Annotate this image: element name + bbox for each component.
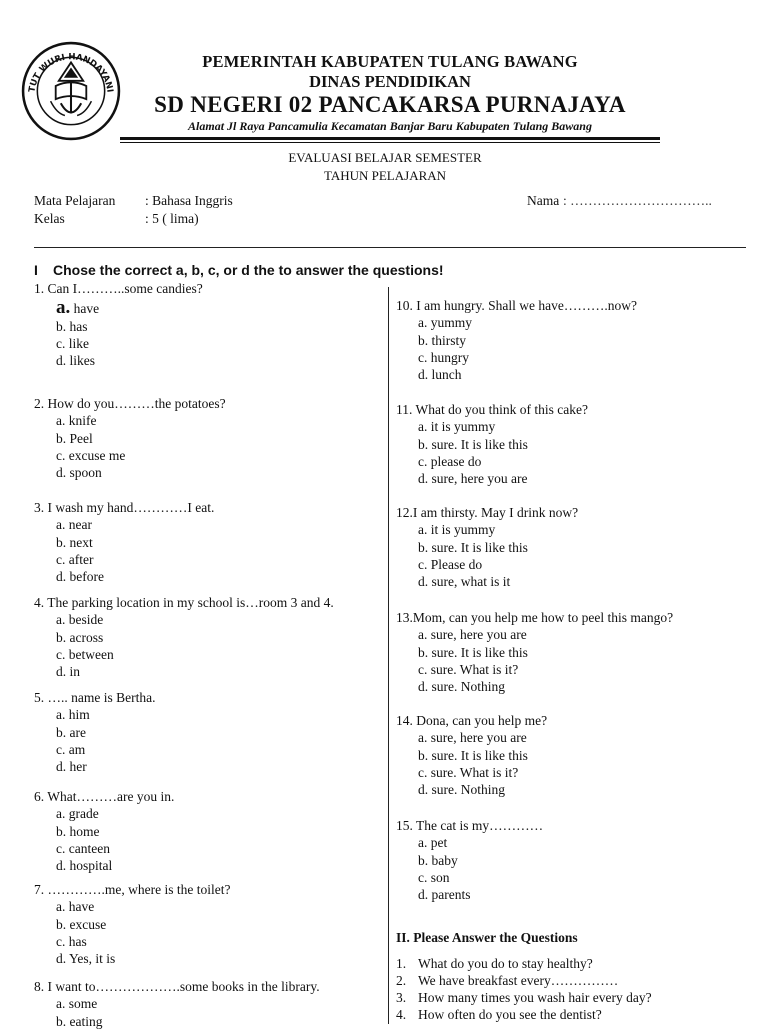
section-2-heading: II. Please Answer the Questions: [396, 930, 578, 945]
question-4: [34, 594, 334, 680]
option-a: a. yummy: [418, 315, 472, 331]
option-d: d. before: [56, 569, 104, 585]
section-1-title: Chose the correct a, b, c, or d the to answer the questions!: [53, 262, 444, 278]
question-6: [34, 788, 174, 874]
section-1-heading: [34, 262, 444, 278]
question-stem: 3. I wash my hand…………I eat.: [34, 500, 215, 515]
option-a: a. it is yummy: [418, 522, 496, 538]
exam-year: TAHUN PELAJARAN: [323, 168, 447, 183]
question-15: [396, 817, 543, 903]
question-14: [396, 712, 547, 798]
option-d: d. Yes, it is: [56, 951, 116, 967]
option-d: d. sure, here you are: [418, 471, 528, 487]
option-d: d. in: [56, 664, 81, 680]
header-department: DINAS PENDIDIKAN: [309, 72, 471, 91]
header-rule-thick: [120, 137, 660, 140]
option-c: c. hungry: [418, 349, 469, 365]
school-address: Alamat Jl Raya Pancamulia Kecamatan Banjar Baru Kabupaten Tulang Bawang: [188, 119, 592, 133]
question-stem: 11. What do you think of this cake?: [396, 402, 588, 417]
question-stem: 10. I am hungry. Shall we have……….now?: [396, 298, 637, 313]
option-b: b. across: [56, 629, 104, 645]
option-c: c. like: [56, 335, 89, 351]
essay-item: 4. How often do you see the dentist?: [396, 1007, 602, 1022]
option-c: c. canteen: [56, 840, 110, 856]
option-a: a. pet: [418, 835, 448, 851]
option-a: a. have: [56, 899, 95, 915]
question-1: [34, 280, 203, 369]
option-b: b. sure. It is like this: [418, 539, 528, 555]
option-a: a. it is yummy: [418, 419, 496, 435]
option-b: b. has: [56, 318, 88, 334]
option-c: c. has: [56, 933, 87, 949]
option-b: b. sure. It is like this: [418, 644, 528, 660]
question-stem: 12.I am thirsty. May I drink now?: [396, 505, 579, 520]
column-divider: [388, 287, 389, 1024]
option-d: d. lunch: [418, 367, 462, 383]
option-c: c. between: [56, 646, 114, 662]
subject-value: : Bahasa Inggris: [145, 193, 233, 208]
class-label: Kelas: [34, 211, 65, 226]
question-stem: 4. The parking location in my school is…room 3 and 4.: [34, 595, 334, 610]
option-c: c. son: [418, 869, 450, 885]
essay-item: 1. What do you do to stay healthy?: [396, 956, 593, 971]
option-a: a. sure, here you are: [418, 627, 527, 643]
class-value: : 5 ( lima): [145, 211, 199, 226]
option-c: c. please do: [418, 453, 482, 469]
option-d: d. parents: [418, 887, 471, 903]
option-c: c. after: [56, 551, 94, 567]
option-b: b. sure. It is like this: [418, 436, 528, 452]
option-a: a. some: [56, 996, 98, 1012]
option-b: b. eating: [56, 1013, 103, 1029]
question-stem: 15. The cat is my…………: [396, 818, 544, 833]
option-c: c. sure. What is it?: [418, 661, 519, 677]
question-3: [34, 499, 214, 585]
option-a: a. beside: [56, 612, 104, 628]
option-d: d. her: [56, 759, 87, 775]
option-d: d. likes: [56, 353, 95, 369]
option-d: d. sure. Nothing: [418, 782, 505, 798]
question-stem: 2. How do you………the potatoes?: [34, 396, 226, 411]
option-b: b. next: [56, 534, 93, 550]
option-c: c. am: [56, 741, 86, 757]
option-d: d. sure, what is it: [418, 574, 511, 590]
option-b: b. are: [56, 724, 86, 740]
question-stem: 6. What………are you in.: [34, 789, 175, 804]
option-a: a. near: [56, 517, 92, 533]
question-stem: 13.Mom, can you help me how to peel this mango?: [396, 610, 674, 625]
question-stem: 5. ….. name is Bertha.: [34, 690, 156, 705]
option-d: d. sure. Nothing: [418, 679, 505, 695]
question-12: [396, 504, 578, 590]
option-a: a. knife: [56, 413, 97, 429]
school-name: SD NEGERI 02 PANCAKARSA PURNAJAYA: [154, 92, 626, 117]
question-8: [34, 978, 320, 1030]
question-stem: 1. Can I………..some candies?: [34, 281, 203, 296]
option-a: a. sure, here you are: [418, 730, 527, 746]
question-11: [396, 401, 588, 487]
option-d: d. spoon: [56, 465, 102, 481]
question-7: [34, 881, 230, 967]
option-b: b. sure. It is like this: [418, 747, 528, 763]
question-stem: 7. ………….me, where is the toilet?: [34, 882, 231, 897]
option-c: c. Please do: [418, 556, 483, 572]
question-2: [34, 395, 226, 481]
essay-item: 3. How many times you wash hair every day?: [396, 990, 652, 1005]
option-b: b. excuse: [56, 916, 107, 932]
section-1-number: I: [34, 262, 38, 278]
section-divider: [34, 247, 746, 248]
name-label: Nama: [527, 193, 560, 208]
option-a: a. grade: [56, 806, 99, 822]
option-b: b. thirsty: [418, 332, 467, 348]
exam-title: EVALUASI BELAJAR SEMESTER: [288, 150, 482, 165]
question-stem: 14. Dona, can you help me?: [396, 713, 548, 728]
question-5: [34, 689, 155, 775]
option-b: b. home: [56, 823, 100, 839]
option-a: a. him: [56, 707, 90, 723]
question-stem: 8. I want to……………….some books in the library.: [34, 979, 320, 994]
option-d: d. hospital: [56, 858, 113, 874]
option-c: c. excuse me: [56, 447, 126, 463]
question-10: [396, 297, 637, 383]
option-a: a. have: [56, 297, 100, 319]
svg-text:TUT WURI HANDAYANI: TUT WURI HANDAYANI: [27, 52, 115, 94]
option-c: c. sure. What is it?: [418, 764, 519, 780]
option-b: b. baby: [418, 852, 458, 868]
header-government: PEMERINTAH KABUPATEN TULANG BAWANG: [202, 52, 578, 71]
subject-label: Mata Pelajaran: [34, 193, 116, 208]
name-blank: : …………………………..: [563, 193, 712, 208]
question-13: [396, 609, 673, 695]
tut-wuri-handayani-logo: [20, 40, 122, 142]
header-rule-thin: [120, 142, 660, 143]
option-b: b. Peel: [56, 430, 93, 446]
essay-item: 2. We have breakfast every……………: [396, 973, 619, 988]
